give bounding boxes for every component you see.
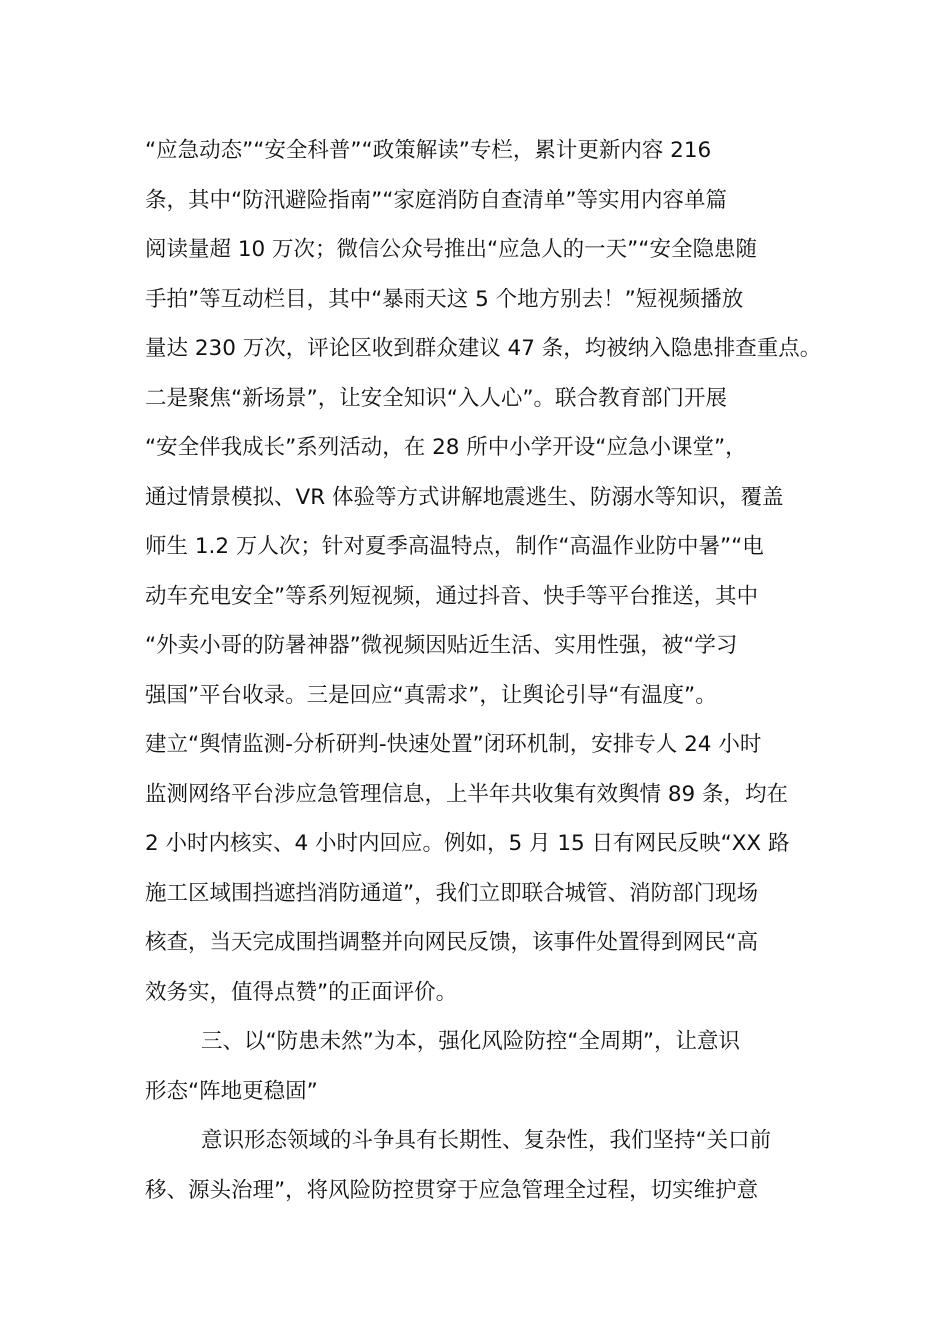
- text-line-8: 通过情景模拟、VR 体验等方式讲解地震逃生、防溺水等知识，覆盖: [145, 484, 784, 510]
- section-heading-line-1: 三、以“防患未然”为本，强化风险防控“全周期”，让意识: [201, 1029, 741, 1054]
- text-line-9: 师生 1.2 万人次；针对夏季高温特点，制作“高温作业防中暑”“电: [145, 534, 764, 559]
- text-line-16: 施工区域围挡遮挡消防通道”，我们立即联合城管、消防部门现场: [145, 880, 759, 906]
- text-line-22: 移、源头治理”，将风险防控贯穿于应急管理全过程，切实维护意: [145, 1177, 759, 1203]
- text-line-11: “外卖小哥的防暑神器”微视频因贴近生活、实用性强，被“学习: [145, 633, 738, 658]
- text-line-17: 核查，当天完成围挡调整并向网民反馈，该事件处置得到网民“高: [145, 930, 759, 955]
- section-heading-line-2: 形态“阵地更稳固”: [145, 1078, 318, 1104]
- text-line-3: 阅读量超 10 万次；微信公众号推出“应急人的一天”“安全隐患随: [145, 237, 757, 262]
- text-line-2: 条，其中“防汛避险指南”“家庭消防自查清单”等实用内容单篇: [145, 187, 728, 213]
- text-line-5: 量达 230 万次，评论区收到群众建议 47 条，均被纳入隐患排查重点。: [145, 336, 822, 361]
- text-line-7: “安全伴我成长”系列活动，在 28 所中小学开设“应急小课堂”，: [145, 435, 747, 460]
- text-line-14: 监测网络平台涉应急管理信息，上半年共收集有效舆情 89 条，均在: [145, 781, 789, 807]
- body-text: [145, 126, 845, 1215]
- text-line-10: 动车充电安全”等系列短视频，通过抖音、快手等平台推送，其中: [145, 583, 759, 609]
- text-line-21: 意识形态领域的斗争具有长期性、复杂性，我们坚持“关口前: [201, 1128, 772, 1153]
- text-line-1: “应急动态”“安全科普”“政策解读”专栏，累计更新内容 216: [145, 138, 712, 163]
- text-line-12: 强国”平台收录。三是回应“真需求”，让舆论引导“有温度”。: [145, 682, 717, 708]
- text-line-6: 二是聚焦“新场景”，让安全知识“入人心”。联合教育部门开展: [145, 385, 728, 411]
- text-line-4: 手拍”等互动栏目，其中“暴雨天这 5 个地方别去！”短视频播放: [145, 286, 744, 312]
- text-line-15: 2 小时内核实、4 小时内回应。例如，5 月 15 日有网民反映“XX 路: [145, 831, 790, 856]
- text-line-13: 建立“舆情监测-分析研判-快速处置”闭环机制，安排专人 24 小时: [145, 732, 762, 757]
- text-line-18: 效务实，值得点赞”的正面评价。: [145, 979, 458, 1005]
